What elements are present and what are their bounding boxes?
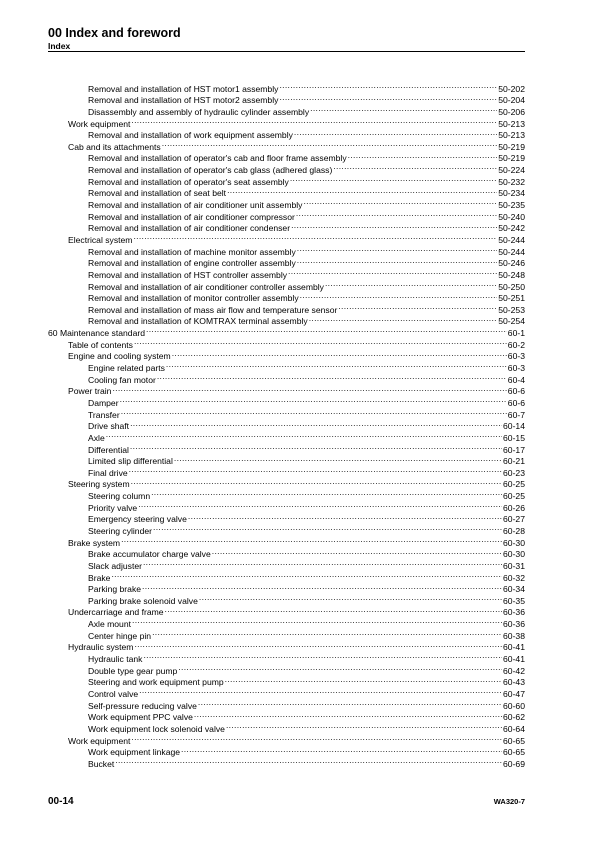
toc-entry-label: Drive shaft: [88, 421, 130, 432]
toc-leader-dots: [288, 266, 497, 278]
toc-entry-page: 60-23: [503, 467, 525, 478]
toc-leader-dots: [290, 173, 497, 185]
toc-entry-page: 50-246: [498, 258, 525, 269]
toc-entry-page: 50-254: [498, 316, 525, 327]
toc-entry-label: Removal and installation of HST motor2 assembly: [88, 95, 279, 106]
toc-entry-label: Brake system: [68, 537, 121, 548]
toc-leader-dots: [106, 429, 502, 441]
toc-leader-dots: [138, 499, 502, 511]
toc-leader-dots: [120, 394, 507, 406]
toc-leader-dots: [212, 546, 502, 558]
toc-leader-dots: [131, 732, 502, 744]
toc-leader-dots: [157, 371, 507, 383]
toc-entry-page: 60-36: [503, 619, 525, 630]
toc-entry[interactable]: [48, 383, 525, 395]
toc-entry-page: 50-204: [498, 95, 525, 106]
toc-entry-page: 60-42: [503, 665, 525, 676]
toc-entry-label: Removal and installation of air conditioner compressor: [88, 211, 295, 222]
toc-leader-dots: [133, 231, 497, 243]
toc-entry-label: Removal and installation of KOMTRAX terminal assembly: [88, 316, 308, 327]
toc-leader-dots: [121, 406, 507, 418]
toc-entry-page: 60-62: [503, 712, 525, 723]
toc-leader-dots: [130, 441, 502, 453]
toc-entry-label: Work equipment PPC valve: [88, 712, 193, 723]
toc-entry[interactable]: [48, 755, 525, 767]
toc-entry[interactable]: [48, 441, 525, 453]
toc-entry[interactable]: [48, 581, 525, 593]
toc-leader-dots: [134, 336, 507, 348]
toc-entry-page: 60-4: [507, 374, 525, 385]
toc-entry-label: Removal and installation of air conditioner condenser: [88, 223, 291, 234]
toc-leader-dots: [134, 639, 502, 651]
toc-entry-page: 60-43: [503, 677, 525, 688]
toc-leader-dots: [296, 208, 497, 220]
toc-entry-label: Steering cylinder: [88, 525, 153, 536]
toc-leader-dots: [333, 161, 497, 173]
toc-entry-label: Power train: [68, 386, 112, 397]
toc-entry-label: Removal and installation of operator's cab glass (adhered glass): [88, 165, 333, 176]
toc-entry-label: Center hinge pin: [88, 630, 152, 641]
toc-entry-label: Removal and installation of HST controller assembly: [88, 269, 288, 280]
toc-entry-label: Control valve: [88, 688, 139, 699]
toc-entry-label: Removal and installation of seat belt: [88, 188, 227, 199]
toc-entry-label: Steering system: [68, 479, 130, 490]
toc-leader-dots: [309, 313, 498, 325]
page-header: [48, 26, 525, 51]
toc-entry-label: Brake: [88, 572, 111, 583]
toc-entry-page: 50-250: [498, 281, 525, 292]
toc-leader-dots: [146, 324, 507, 336]
toc-entry-page: 60-47: [503, 688, 525, 699]
toc-entry-page: 60-6: [507, 397, 525, 408]
toc-entry-page: 50-219: [498, 153, 525, 164]
toc-leader-dots: [198, 697, 502, 709]
toc-leader-dots: [142, 581, 502, 593]
toc-leader-dots: [181, 744, 502, 756]
toc-entry-page: 60-31: [503, 560, 525, 571]
toc-entry-label: Damper: [88, 397, 119, 408]
toc-entry[interactable]: [48, 394, 525, 406]
toc-leader-dots: [178, 662, 502, 674]
toc-entry-label: Removal and installation of operator's seat assembly: [88, 176, 289, 187]
toc-entry-page: 60-17: [503, 444, 525, 455]
toc-leader-dots: [279, 80, 497, 92]
toc-entry-label: Final drive: [88, 467, 128, 478]
toc-leader-dots: [165, 604, 502, 616]
toc-entry-label: Parking brake solenoid valve: [88, 595, 198, 606]
toc-entry-label: Differential: [88, 444, 129, 455]
toc-entry-label: Engine related parts: [88, 363, 165, 374]
toc-entry-label: Electrical system: [68, 234, 133, 245]
toc-leader-dots: [294, 127, 497, 139]
toc-entry-page: 60-21: [503, 456, 525, 467]
toc-entry-page: 60-27: [503, 514, 525, 525]
toc-entry-label: Removal and installation of work equipment assembly: [88, 130, 293, 141]
toc-entry-page: 60-60: [503, 700, 525, 711]
toc-leader-dots: [151, 487, 502, 499]
toc-entry-page: 60-26: [503, 502, 525, 513]
toc-leader-dots: [132, 615, 502, 627]
toc-entry-page: 50-244: [498, 234, 525, 245]
toc-entry-label: Axle mount: [88, 619, 131, 630]
toc-entry-label: Removal and installation of air conditioner unit assembly: [88, 200, 303, 211]
toc-leader-dots: [112, 383, 506, 395]
toc-entry-label: Priority valve: [88, 502, 138, 513]
toc-entry[interactable]: [48, 429, 525, 441]
toc-entry-label: Double type gear pump: [88, 665, 178, 676]
toc-entry-label: 60 Maintenance standard: [48, 328, 145, 339]
toc-entry-page: 60-2: [507, 339, 525, 350]
toc-leader-dots: [300, 290, 498, 302]
toc-entry-page: 60-30: [503, 537, 525, 548]
toc-entry-page: 50-234: [498, 188, 525, 199]
toc-entry-page: 50-244: [498, 246, 525, 257]
toc-entry-label: Table of contents: [68, 339, 133, 350]
toc-leader-dots: [188, 511, 502, 523]
toc-leader-dots: [166, 359, 507, 371]
toc-entry-page: 50-232: [498, 176, 525, 187]
toc-entry-page: 60-3: [507, 363, 525, 374]
toc-leader-dots: [291, 220, 497, 232]
toc-leader-dots: [227, 185, 497, 197]
toc-entry-page: 50-240: [498, 211, 525, 222]
toc-leader-dots: [130, 418, 502, 430]
toc-entry-label: Work equipment lock solenoid valve: [88, 723, 225, 734]
toc-leader-dots: [139, 685, 502, 697]
toc-leader-dots: [348, 150, 498, 162]
page-subtitle: Index: [48, 41, 71, 51]
toc-leader-dots: [303, 196, 497, 208]
toc-entry-label: Limited slip differential: [88, 456, 173, 467]
toc-entry-page: 50-219: [498, 141, 525, 152]
toc-entry-page: 60-35: [503, 595, 525, 606]
toc-entry-label: Steering and work equipment pump: [88, 677, 224, 688]
toc-leader-dots: [115, 755, 502, 767]
toc-entry-page: 50-224: [498, 165, 525, 176]
toc-entry-label: Brake accumulator charge valve: [88, 549, 211, 560]
toc-entry-page: 60-6: [507, 386, 525, 397]
toc-leader-dots: [152, 627, 502, 639]
toc-leader-dots: [226, 720, 502, 732]
table-of-contents: [48, 80, 525, 767]
toc-entry[interactable]: [48, 80, 525, 92]
toc-entry-page: 50-202: [498, 83, 525, 94]
toc-entry-page: 60-28: [503, 525, 525, 536]
toc-entry-label: Cooling fan motor: [88, 374, 156, 385]
toc-entry-page: 60-38: [503, 630, 525, 641]
toc-leader-dots: [279, 92, 497, 104]
toc-leader-dots: [153, 522, 502, 534]
toc-leader-dots: [194, 709, 502, 721]
toc-entry-label: Work equipment: [68, 735, 131, 746]
toc-entry-label: Cab and its attachments: [68, 141, 161, 152]
toc-entry-page: 60-1: [507, 328, 525, 339]
toc-entry-page: 50-235: [498, 200, 525, 211]
toc-entry-label: Hydraulic system: [68, 642, 134, 653]
toc-entry-page: 60-34: [503, 584, 525, 595]
toc-entry-page: 60-32: [503, 572, 525, 583]
toc-leader-dots: [129, 464, 502, 476]
toc-entry-page: 60-15: [503, 432, 525, 443]
toc-entry[interactable]: [48, 406, 525, 418]
toc-entry-label: Self-pressure reducing valve: [88, 700, 197, 711]
toc-leader-dots: [225, 674, 502, 686]
toc-entry-page: 50-206: [498, 106, 525, 117]
toc-leader-dots: [297, 255, 497, 267]
toc-entry-page: 50-213: [498, 130, 525, 141]
toc-entry-label: Emergency steering valve: [88, 514, 187, 525]
toc-leader-dots: [174, 453, 502, 465]
toc-entry-page: 60-30: [503, 549, 525, 560]
toc-leader-dots: [143, 650, 502, 662]
page-title: 00 Index and foreword: [48, 26, 181, 40]
page-number: 00-14: [48, 796, 74, 807]
toc-entry[interactable]: [48, 569, 525, 581]
toc-leader-dots: [131, 476, 502, 488]
toc-entry-label: Removal and installation of air conditioner controller assembly: [88, 281, 324, 292]
toc-entry-label: Steering column: [88, 491, 151, 502]
toc-entry-label: Parking brake: [88, 584, 142, 595]
toc-entry-page: 60-14: [503, 421, 525, 432]
toc-entry-label: Engine and cooling system: [68, 351, 171, 362]
toc-entry-page: 60-25: [503, 491, 525, 502]
toc-leader-dots: [162, 138, 498, 150]
toc-entry-label: Work equipment: [68, 118, 131, 129]
toc-entry-label: Removal and installation of engine controller assembly: [88, 258, 296, 269]
toc-entry-page: 50-242: [498, 223, 525, 234]
toc-leader-dots: [310, 103, 497, 115]
toc-leader-dots: [325, 278, 497, 290]
toc-entry-page: 60-7: [507, 409, 525, 420]
toc-entry-page: 50-213: [498, 118, 525, 129]
toc-entry-label: Undercarriage and frame: [68, 607, 164, 618]
toc-entry-label: Bucket: [88, 758, 115, 769]
toc-entry-label: Work equipment linkage: [88, 747, 181, 758]
toc-leader-dots: [297, 243, 497, 255]
toc-entry-page: 60-69: [503, 758, 525, 769]
toc-entry-page: 60-36: [503, 607, 525, 618]
toc-entry-label: Removal and installation of monitor controller assembly: [88, 293, 299, 304]
toc-entry-page: 60-65: [503, 747, 525, 758]
toc-leader-dots: [121, 534, 502, 546]
toc-entry-page: 60-3: [507, 351, 525, 362]
toc-entry-page: 50-253: [498, 304, 525, 315]
toc-entry-label: Removal and installation of mass air flow and temperature sensor: [88, 304, 338, 315]
toc-entry-label: Disassembly and assembly of hydraulic cylinder assembly: [88, 106, 310, 117]
toc-entry-label: Removal and installation of operator's cab and floor frame assembly: [88, 153, 347, 164]
header-rule: [48, 51, 525, 52]
toc-leader-dots: [131, 115, 497, 127]
toc-entry-label: Axle: [88, 432, 105, 443]
toc-entry-page: 60-41: [503, 654, 525, 665]
toc-entry-page: 60-65: [503, 735, 525, 746]
toc-leader-dots: [199, 592, 502, 604]
toc-entry-label: Hydraulic tank: [88, 654, 143, 665]
toc-leader-dots: [338, 301, 497, 313]
toc-entry-label: Removal and installation of HST motor1 assembly: [88, 83, 279, 94]
toc-entry-label: Slack adjuster: [88, 560, 142, 571]
toc-entry-page: 50-248: [498, 269, 525, 280]
toc-entry-page: 60-64: [503, 723, 525, 734]
model-code: WA320-7: [493, 797, 525, 806]
toc-entry-label: Removal and installation of machine monitor assembly: [88, 246, 296, 257]
toc-leader-dots: [111, 569, 502, 581]
toc-entry-label: Transfer: [88, 409, 120, 420]
toc-entry-page: 60-25: [503, 479, 525, 490]
toc-leader-dots: [172, 348, 507, 360]
toc-entry-page: 50-251: [498, 293, 525, 304]
toc-entry-page: 60-41: [503, 642, 525, 653]
toc-leader-dots: [143, 557, 502, 569]
